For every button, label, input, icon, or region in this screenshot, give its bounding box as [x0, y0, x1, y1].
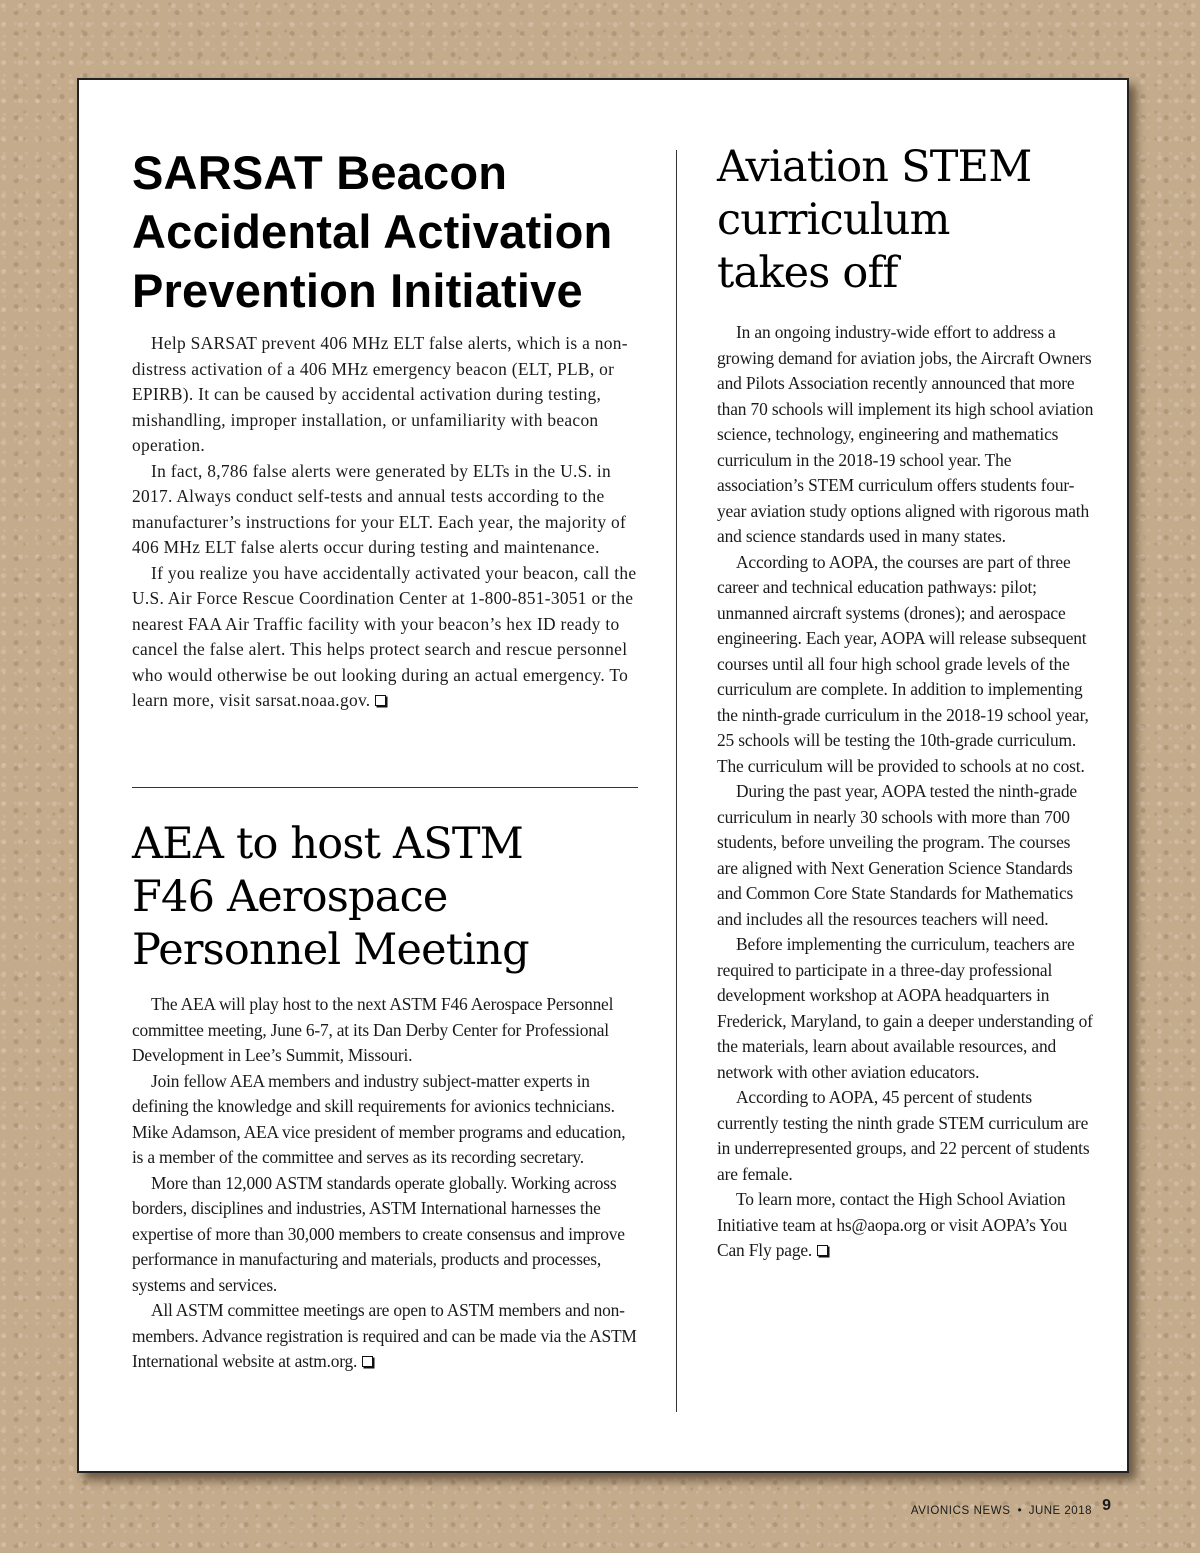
- stem-paragraph: [717, 779, 1095, 932]
- sarsat-title-line: Prevention Initiative: [132, 264, 583, 317]
- aea-paragraph: [132, 992, 638, 1069]
- aea-title-line: Personnel Meeting: [132, 925, 529, 975]
- end-of-article-box-icon: [817, 1245, 828, 1256]
- aea-article-title: [132, 818, 529, 977]
- aea-paragraph: [132, 1298, 638, 1375]
- aea-title-line: AEA to host ASTM: [132, 819, 524, 869]
- publication-name: AVIONICS NEWS: [910, 1505, 1011, 1517]
- stem-article-title: [717, 141, 1031, 300]
- aea-article-body: [132, 992, 638, 1375]
- stem-title-line: curriculum: [717, 195, 950, 245]
- end-of-article-box-icon: [362, 1356, 373, 1367]
- paragraph-text: More than 12,000 ASTM standards operate globally. Working across borders, disciplines and industries, ASTM International harnesses the expertise of more than 30,000 members to create consensus and improve performance in manufacturing and materials, products and processes, systems and services.: [132, 1172, 625, 1295]
- sarsat-paragraph: [132, 459, 638, 561]
- stem-paragraph: [717, 1085, 1095, 1187]
- aea-title-line: F46 Aerospace: [132, 872, 448, 922]
- stem-paragraph: [717, 550, 1095, 780]
- sarsat-article-body: [132, 331, 638, 714]
- stem-title-line: takes off: [717, 248, 898, 298]
- aea-paragraph: [132, 1171, 638, 1299]
- issue-date: JUNE 2018: [1028, 1505, 1092, 1517]
- page-sheet: [77, 78, 1129, 1473]
- end-of-article-box-icon: [375, 695, 386, 706]
- footer-bullet: •: [1017, 1503, 1022, 1517]
- stem-paragraph: [717, 320, 1095, 550]
- paragraph-text: According to AOPA, 45 percent of students currently testing the ninth grade STEM curriculum are in underrepresented groups, and 22 percent of students are female.: [717, 1087, 1090, 1184]
- aea-paragraph: [132, 1069, 638, 1171]
- stem-article-body: [717, 320, 1095, 1264]
- page-footer: [910, 1497, 1111, 1519]
- paragraph-text: If you realize you have accidentally activated your beacon, call the U.S. Air Force Rescue Coordination Center at 1-800-851-3051 or the nearest FAA Air Traffic facility with your beacon’s hex ID ready to cancel the false alert. This helps protect search and rescue personnel who would otherwise be out looking during an actual emergency. To learn more, visit sarsat.noaa.gov.: [132, 562, 637, 710]
- sarsat-article-title: [132, 143, 612, 320]
- sarsat-title-line: Accidental Activation: [132, 205, 613, 258]
- paragraph-text: Before implementing the curriculum, teachers are required to participate in a three-day professional development workshop at AOPA headquarters in Frederick, Maryland, to gain a deeper understanding of the materials, learn about available resources, and network with other aviation educators.: [717, 934, 1093, 1082]
- paragraph-text: Help SARSAT prevent 406 MHz ELT false alerts, which is a non-distress activation of a 406 MHz emergency beacon (ELT, PLB, or EPIRB). It can be caused by accidental activation during testing, mishandling, improper installation, or unfamiliarity with beacon operation.: [132, 333, 628, 455]
- paragraph-text: During the past year, AOPA tested the ninth-grade curriculum in nearly 30 schools with more than 700 students, before unveiling the program. The courses are aligned with Next Generation Science Standards and Common Core State Standards for Mathematics and includes all the resources teachers will need.: [717, 781, 1077, 929]
- sarsat-paragraph: [132, 331, 638, 459]
- article-divider: [132, 787, 638, 788]
- sarsat-title-line: SARSAT Beacon: [132, 146, 508, 199]
- stem-paragraph: [717, 1187, 1095, 1264]
- stem-title-line: Aviation STEM: [717, 142, 1032, 192]
- stem-paragraph: [717, 932, 1095, 1085]
- paragraph-text: In an ongoing industry-wide effort to address a growing demand for aviation jobs, the Aircraft Owners and Pilots Association recently announced that more than 70 schools will implement its high school aviation science, technology, engineering and mathematics curriculum in the 2018-19 school year. The association’s STEM curriculum offers students four-year aviation study options aligned with rigorous math and science standards used in many states.: [717, 322, 1094, 546]
- paragraph-text: According to AOPA, the courses are part of three career and technical education pathways: pilot; unmanned aircraft systems (drones); and aerospace engineering. Each year, AOPA will release subsequent courses until all four high school grade levels of the curriculum are complete. In addition to implementing the ninth-grade curriculum in the 2018-19 school year, 25 schools will be testing the 10th-grade curriculum. The curriculum will be provided to schools at no cost.: [717, 551, 1089, 776]
- paragraph-text: All ASTM committee meetings are open to ASTM members and non-members. Advance registration is required and can be made via the ASTM International website at astm.org.: [132, 1300, 637, 1371]
- page-number: 9: [1102, 1497, 1111, 1514]
- paragraph-text: Join fellow AEA members and industry subject-matter experts in defining the knowledge and skill requirements for avionics technicians. Mike Adamson, AEA vice president of member programs and education, is a member of the committee and serves as its recording secretary.: [132, 1070, 626, 1167]
- paragraph-text: To learn more, contact the High School Aviation Initiative team at hs@aopa.org or visit AOPA’s You Can Fly page.: [717, 1189, 1068, 1260]
- sarsat-paragraph: [132, 561, 638, 714]
- paragraph-text: In fact, 8,786 false alerts were generated by ELTs in the U.S. in 2017. Always conduct self-tests and annual tests according to the manufacturer’s instructions for your ELT. Each year, the majority of 406 MHz ELT false alerts occur during testing and maintenance.: [132, 460, 627, 557]
- column-divider: [676, 150, 677, 1412]
- paragraph-text: The AEA will play host to the next ASTM F46 Aerospace Personnel committee meeting, June 6-7, at its Dan Derby Center for Professional Development in Lee’s Summit, Missouri.: [132, 994, 614, 1065]
